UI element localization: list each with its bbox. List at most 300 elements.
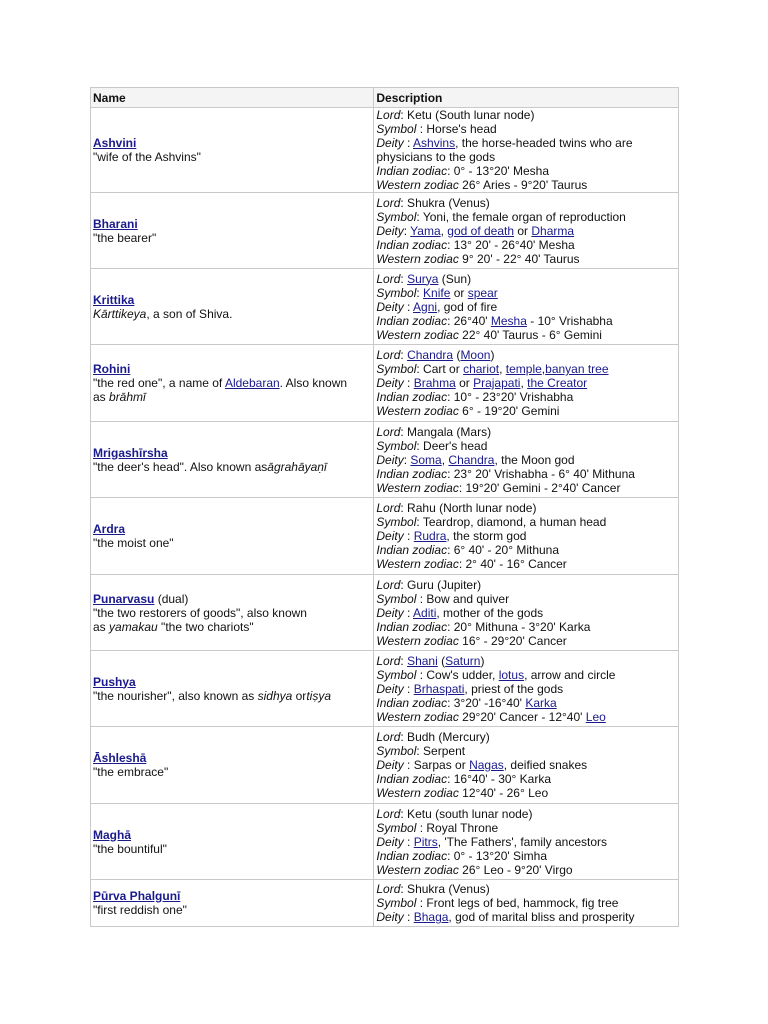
- description-line: [376, 210, 676, 224]
- name-line: [93, 592, 371, 606]
- description-line: [376, 578, 676, 592]
- description-line: [376, 557, 676, 571]
- text: as: [93, 390, 110, 404]
- text: : 23° 20' Vrishabha - 6° 40' Mithuna: [447, 466, 635, 481]
- description-line: [376, 696, 676, 710]
- description-line: [376, 515, 676, 529]
- text: physicians to the gods: [376, 150, 496, 164]
- text: :: [403, 376, 414, 390]
- text: , god of fire: [437, 299, 498, 314]
- italic-text: Deity: [376, 136, 404, 150]
- italic-text: Western zodiac: [376, 709, 459, 724]
- italic-text: Indian zodiac: [376, 313, 448, 328]
- description-line: [376, 592, 676, 606]
- reference-link[interactable]: chariot: [463, 362, 500, 376]
- name-line: [93, 536, 371, 550]
- description-line: [376, 224, 676, 238]
- text: or: [514, 223, 532, 238]
- name-line: [93, 293, 371, 307]
- description-line: [376, 730, 676, 744]
- name-line: [93, 620, 371, 634]
- text: : 19°20' Gemini - 2°40' Cancer: [458, 480, 621, 495]
- description-cell: [374, 193, 679, 269]
- italic-text: Deity: [376, 758, 404, 772]
- text: : Shukra (Venus): [400, 195, 490, 210]
- text: : 20° Mithuna - 3°20' Karka: [447, 619, 591, 634]
- text: :: [400, 653, 408, 668]
- text: or: [450, 285, 468, 300]
- description-line: [376, 620, 676, 634]
- description-line: [376, 376, 676, 390]
- text: : 2° 40' - 16° Cancer: [458, 557, 567, 571]
- text: , 'The Fathers', family ancestors: [437, 834, 608, 849]
- text: (: [453, 348, 461, 362]
- italic-text: Indian zodiac: [376, 237, 448, 252]
- description-cell: [374, 727, 679, 804]
- reference-link[interactable]: Agni: [413, 299, 438, 314]
- description-line: [376, 348, 676, 362]
- italic-text: Deity: [376, 299, 404, 314]
- text: , deified snakes: [503, 758, 588, 772]
- name-cell: [91, 880, 374, 927]
- text: "the two restorers of goods", also known: [93, 605, 307, 620]
- italic-text: Symbol: [376, 591, 417, 606]
- name-cell: [91, 804, 374, 880]
- name-cell: [91, 651, 374, 727]
- italic-text: Lord: [376, 348, 401, 362]
- text: 22° 40' Taurus - 6° Gemini: [458, 327, 602, 342]
- italic-text: Western zodiac: [376, 633, 459, 648]
- reference-link[interactable]: Brahma: [413, 376, 456, 390]
- text: ,: [499, 362, 506, 376]
- column-header-name: Name: [91, 88, 374, 108]
- text: : Mangala (Mars): [400, 424, 492, 439]
- table-row: [91, 804, 679, 880]
- text: 6° - 19°20' Gemini: [458, 404, 560, 418]
- table-row: [91, 193, 679, 269]
- text: : Serpent: [416, 744, 466, 758]
- reference-link[interactable]: Yama: [410, 223, 441, 238]
- italic-text: Symbol: [376, 667, 417, 682]
- nakshatra-name-link[interactable]: Krittika: [93, 292, 135, 307]
- name-line: [93, 903, 371, 917]
- text: "first reddish one": [93, 903, 187, 917]
- italic-text: Lord: [376, 271, 401, 286]
- italic-text: Symbol: [376, 362, 417, 376]
- text: "the deer's head". Also known as: [93, 459, 268, 474]
- italic-text: Symbol: [376, 122, 417, 136]
- italic-text: Kārttikeya: [93, 306, 147, 321]
- reference-link[interactable]: Bhaga: [413, 910, 449, 924]
- text: , the horse-headed twins who are: [455, 136, 633, 150]
- text: : 10° - 23°20' Vrishabha: [447, 390, 574, 404]
- italic-text: Western zodiac: [376, 480, 459, 495]
- reference-link[interactable]: Dharma: [531, 223, 575, 238]
- text: : 0° - 13°20' Mesha: [447, 164, 550, 178]
- description-cell: [374, 269, 679, 345]
- description-line: [376, 286, 676, 300]
- description-line: [376, 606, 676, 620]
- text: as: [93, 619, 110, 634]
- text: : Ketu (South lunar node): [400, 108, 535, 122]
- text: . Also known: [279, 376, 348, 390]
- description-line: [376, 501, 676, 515]
- text: :: [400, 348, 408, 362]
- reference-link[interactable]: Pitrs: [413, 834, 438, 849]
- description-line: [376, 425, 676, 439]
- italic-text: āgrahāyaṇī: [267, 459, 327, 474]
- text: ): [490, 348, 495, 362]
- text: :: [403, 834, 414, 849]
- italic-text: Symbol: [376, 515, 417, 529]
- italic-text: Lord: [376, 577, 401, 592]
- reference-link[interactable]: Mesha: [490, 313, 527, 328]
- description-line: [376, 772, 676, 786]
- name-line: [93, 675, 371, 689]
- text: : Sarpas or: [403, 758, 470, 772]
- text: : Royal Throne: [416, 820, 499, 835]
- text: : 16°40' - 30° Karka: [447, 772, 552, 786]
- reference-link[interactable]: banyan tree: [545, 362, 609, 376]
- description-line: [376, 362, 676, 376]
- name-line: [93, 376, 371, 390]
- reference-link[interactable]: Soma: [410, 452, 442, 467]
- italic-text: Indian zodiac: [376, 543, 448, 557]
- italic-text: Symbol: [376, 820, 417, 835]
- italic-text: Lord: [376, 882, 401, 896]
- description-line: [376, 543, 676, 557]
- description-line: [376, 682, 676, 696]
- reference-link[interactable]: Shani: [407, 653, 438, 668]
- text: :: [403, 136, 414, 150]
- reference-link[interactable]: Karka: [525, 695, 557, 710]
- description-line: [376, 668, 676, 682]
- text: : Guru (Jupiter): [400, 577, 482, 592]
- nakshatra-name-link[interactable]: Ardra: [93, 522, 126, 536]
- text: (dual): [154, 591, 189, 606]
- text: : Teardrop, diamond, a human head: [416, 515, 607, 529]
- text: , priest of the gods: [464, 681, 564, 696]
- text: : Cart or: [416, 362, 464, 376]
- text: "the embrace": [93, 765, 169, 779]
- table-row: [91, 108, 679, 193]
- description-line: [376, 252, 676, 266]
- table-row: [91, 880, 679, 927]
- text: 16° - 29°20' Cancer: [458, 633, 567, 648]
- table-row: [91, 422, 679, 498]
- description-line: [376, 328, 676, 342]
- italic-text: sidhya: [257, 688, 293, 703]
- reference-link[interactable]: Chandra: [407, 348, 454, 362]
- name-line: [93, 689, 371, 703]
- description-line: [376, 786, 676, 800]
- italic-text: Deity: [376, 834, 404, 849]
- reference-link[interactable]: Chandra: [448, 452, 495, 467]
- nakshatra-name-link[interactable]: Āshleshā: [93, 751, 147, 765]
- text: :: [403, 910, 414, 924]
- text: :: [403, 299, 414, 314]
- name-cell: [91, 345, 374, 422]
- reference-link[interactable]: Knife: [423, 285, 451, 300]
- reference-link[interactable]: Aditi: [413, 605, 437, 620]
- table-row: [91, 498, 679, 575]
- nakshatra-name-link[interactable]: Pūrva Phalgunī: [93, 889, 181, 903]
- description-cell: [374, 804, 679, 880]
- name-line: [93, 136, 371, 150]
- name-cell: [91, 422, 374, 498]
- italic-text: Symbol: [376, 285, 417, 300]
- italic-text: Deity: [376, 529, 404, 543]
- description-line: [376, 314, 676, 328]
- description-cell: [374, 651, 679, 727]
- reference-link[interactable]: god of death: [447, 223, 515, 238]
- text: : Deer's head: [416, 438, 488, 453]
- italic-text: Symbol: [376, 896, 417, 910]
- description-line: [376, 390, 676, 404]
- text: :: [403, 223, 411, 238]
- text: 29°20' Cancer - 12°40': [458, 709, 586, 724]
- text: : Cow's udder,: [416, 667, 499, 682]
- description-line: [376, 821, 676, 835]
- description-line: [376, 404, 676, 418]
- text: or: [455, 376, 474, 390]
- text: , mother of the gods: [436, 605, 544, 620]
- reference-link[interactable]: Ashvins: [413, 136, 456, 150]
- text: or: [292, 688, 307, 703]
- description-line: [376, 835, 676, 849]
- reference-link[interactable]: Brhaspati: [413, 681, 465, 696]
- header-row: [91, 88, 679, 108]
- text: , a son of Shiva.: [146, 306, 233, 321]
- name-line: [93, 751, 371, 765]
- text: "the bountiful": [93, 841, 167, 856]
- text: , the Moon god: [494, 452, 575, 467]
- text: - 10° Vrishabha: [526, 313, 613, 328]
- description-line: [376, 122, 676, 136]
- description-line: [376, 849, 676, 863]
- description-line: [376, 196, 676, 210]
- italic-text: brāhmī: [109, 390, 146, 404]
- name-line: [93, 217, 371, 231]
- description-line: [376, 654, 676, 668]
- name-line: [93, 765, 371, 779]
- nakshatra-name-link[interactable]: Maghā: [93, 827, 132, 842]
- table-row: [91, 575, 679, 651]
- italic-text: Western zodiac: [376, 251, 459, 266]
- name-line: [93, 889, 371, 903]
- italic-text: Deity: [376, 223, 404, 238]
- name-cell: [91, 108, 374, 193]
- italic-text: Western zodiac: [376, 327, 459, 342]
- italic-text: yamakau: [109, 619, 158, 634]
- reference-link[interactable]: spear: [467, 285, 498, 300]
- text: , god of marital bliss and prosperity: [448, 910, 635, 924]
- description-line: [376, 481, 676, 495]
- reference-link[interactable]: Moon: [460, 348, 491, 362]
- text: : Ketu (south lunar node): [400, 806, 533, 821]
- name-cell: [91, 498, 374, 575]
- description-cell: [374, 422, 679, 498]
- reference-link[interactable]: Rudra: [413, 529, 447, 543]
- text: ,: [520, 376, 528, 390]
- reference-link[interactable]: the Creator: [527, 376, 588, 390]
- description-line: [376, 178, 676, 192]
- description-line: [376, 300, 676, 314]
- italic-text: Western zodiac: [376, 862, 459, 877]
- nakshatra-name-link[interactable]: Rohini: [93, 362, 131, 376]
- name-line: [93, 606, 371, 620]
- text: 26° Aries - 9°20' Taurus: [458, 178, 588, 192]
- italic-text: Symbol: [376, 744, 417, 758]
- table-row: [91, 345, 679, 422]
- text: "the bearer": [93, 230, 157, 245]
- text: : 6° 40' - 20° Mithuna: [447, 543, 560, 557]
- description-line: [376, 238, 676, 252]
- text: : 13° 20' - 26°40' Mesha: [447, 237, 575, 252]
- text: , arrow and circle: [524, 667, 616, 682]
- description-cell: [374, 345, 679, 422]
- text: "the moist one": [93, 536, 174, 550]
- italic-text: Lord: [376, 730, 401, 744]
- text: 9° 20' - 22° 40' Taurus: [458, 251, 580, 266]
- description-line: [376, 910, 676, 924]
- italic-text: Lord: [376, 108, 401, 122]
- italic-text: Deity: [376, 605, 404, 620]
- description-line: [376, 758, 676, 772]
- table-row: [91, 269, 679, 345]
- description-line: [376, 439, 676, 453]
- text: : 3°20' -16°40': [447, 695, 526, 710]
- description-line: [376, 863, 676, 877]
- description-line: [376, 529, 676, 543]
- text: :: [403, 452, 411, 467]
- text: "the nourisher", also known as: [93, 688, 258, 703]
- name-line: [93, 150, 371, 164]
- nakshatra-name-link[interactable]: Bharani: [93, 216, 138, 231]
- nakshatra-name-link[interactable]: Pushya: [93, 674, 136, 689]
- text: :: [403, 605, 414, 620]
- text: ,: [541, 362, 546, 376]
- italic-text: Western zodiac: [376, 404, 459, 418]
- nakshatra-name-link[interactable]: Mrigashīrsha: [93, 445, 168, 460]
- italic-text: Lord: [376, 424, 401, 439]
- description-line: [376, 467, 676, 481]
- name-cell: [91, 269, 374, 345]
- italic-text: Lord: [376, 653, 401, 668]
- name-line: [93, 460, 371, 474]
- italic-text: Western zodiac: [376, 178, 459, 192]
- reference-link[interactable]: Prajapati: [473, 376, 521, 390]
- description-cell: [374, 880, 679, 927]
- text: "wife of the Ashvins": [93, 150, 201, 164]
- italic-text: Symbol: [376, 209, 417, 224]
- description-line: [376, 634, 676, 648]
- reference-link[interactable]: Aldebaran: [224, 376, 280, 390]
- italic-text: Indian zodiac: [376, 772, 448, 786]
- italic-text: Indian zodiac: [376, 848, 448, 863]
- name-cell: [91, 193, 374, 269]
- reference-link[interactable]: Nagas: [469, 758, 504, 772]
- description-cell: [374, 498, 679, 575]
- description-line: [376, 272, 676, 286]
- nakshatra-name-link[interactable]: Ashvini: [93, 136, 137, 150]
- description-line: [376, 882, 676, 896]
- description-line: [376, 807, 676, 821]
- text: 12°40' - 26° Leo: [458, 786, 549, 800]
- name-line: [93, 231, 371, 245]
- description-line: [376, 896, 676, 910]
- nakshatra-table: [90, 87, 679, 927]
- text: "the two chariots": [157, 619, 254, 634]
- reference-link[interactable]: Saturn: [445, 653, 481, 668]
- description-line: [376, 744, 676, 758]
- italic-text: Indian zodiac: [376, 390, 448, 404]
- reference-link[interactable]: Leo: [585, 709, 606, 724]
- text: :: [403, 681, 414, 696]
- description-cell: [374, 575, 679, 651]
- name-line: [93, 522, 371, 536]
- italic-text: Deity: [376, 681, 404, 696]
- text: : Budh (Mercury): [400, 730, 490, 744]
- italic-text: Indian zodiac: [376, 619, 448, 634]
- name-line: [93, 362, 371, 376]
- name-cell: [91, 575, 374, 651]
- text: : Horse's head: [416, 122, 497, 136]
- text: :: [400, 271, 408, 286]
- name-line: [93, 446, 371, 460]
- description-line: [376, 136, 676, 150]
- italic-text: Western zodiac: [376, 557, 459, 571]
- reference-link[interactable]: Surya: [407, 271, 439, 286]
- table-body: [91, 108, 679, 927]
- description-line: [376, 150, 676, 164]
- text: (Sun): [438, 271, 472, 286]
- table-row: [91, 651, 679, 727]
- table-row: [91, 727, 679, 804]
- description-line: [376, 108, 676, 122]
- text: : 26°40': [447, 313, 491, 328]
- description-line: [376, 164, 676, 178]
- text: :: [403, 529, 414, 543]
- name-line: [93, 828, 371, 842]
- description-line: [376, 453, 676, 467]
- name-cell: [91, 727, 374, 804]
- text: :: [416, 285, 424, 300]
- text: : Front legs of bed, hammock, fig tree: [416, 896, 619, 910]
- italic-text: Deity: [376, 376, 404, 390]
- text: , the storm god: [446, 529, 527, 543]
- italic-text: Lord: [376, 806, 401, 821]
- text: "the red one", a name of: [93, 376, 225, 390]
- italic-text: tiṣya: [306, 688, 331, 703]
- reference-link[interactable]: lotus: [498, 667, 525, 682]
- name-line: [93, 842, 371, 856]
- italic-text: Lord: [376, 195, 401, 210]
- italic-text: Indian zodiac: [376, 466, 448, 481]
- italic-text: Indian zodiac: [376, 164, 448, 178]
- italic-text: Lord: [376, 501, 401, 515]
- italic-text: Indian zodiac: [376, 695, 448, 710]
- reference-link[interactable]: temple: [505, 362, 542, 376]
- nakshatra-name-link[interactable]: Punarvasu: [93, 591, 155, 606]
- italic-text: Deity: [376, 452, 404, 467]
- name-line: [93, 390, 371, 404]
- italic-text: Symbol: [376, 438, 417, 453]
- text: : Rahu (North lunar node): [400, 501, 537, 515]
- italic-text: Western zodiac: [376, 786, 459, 800]
- text: (: [437, 653, 446, 668]
- description-cell: [374, 108, 679, 193]
